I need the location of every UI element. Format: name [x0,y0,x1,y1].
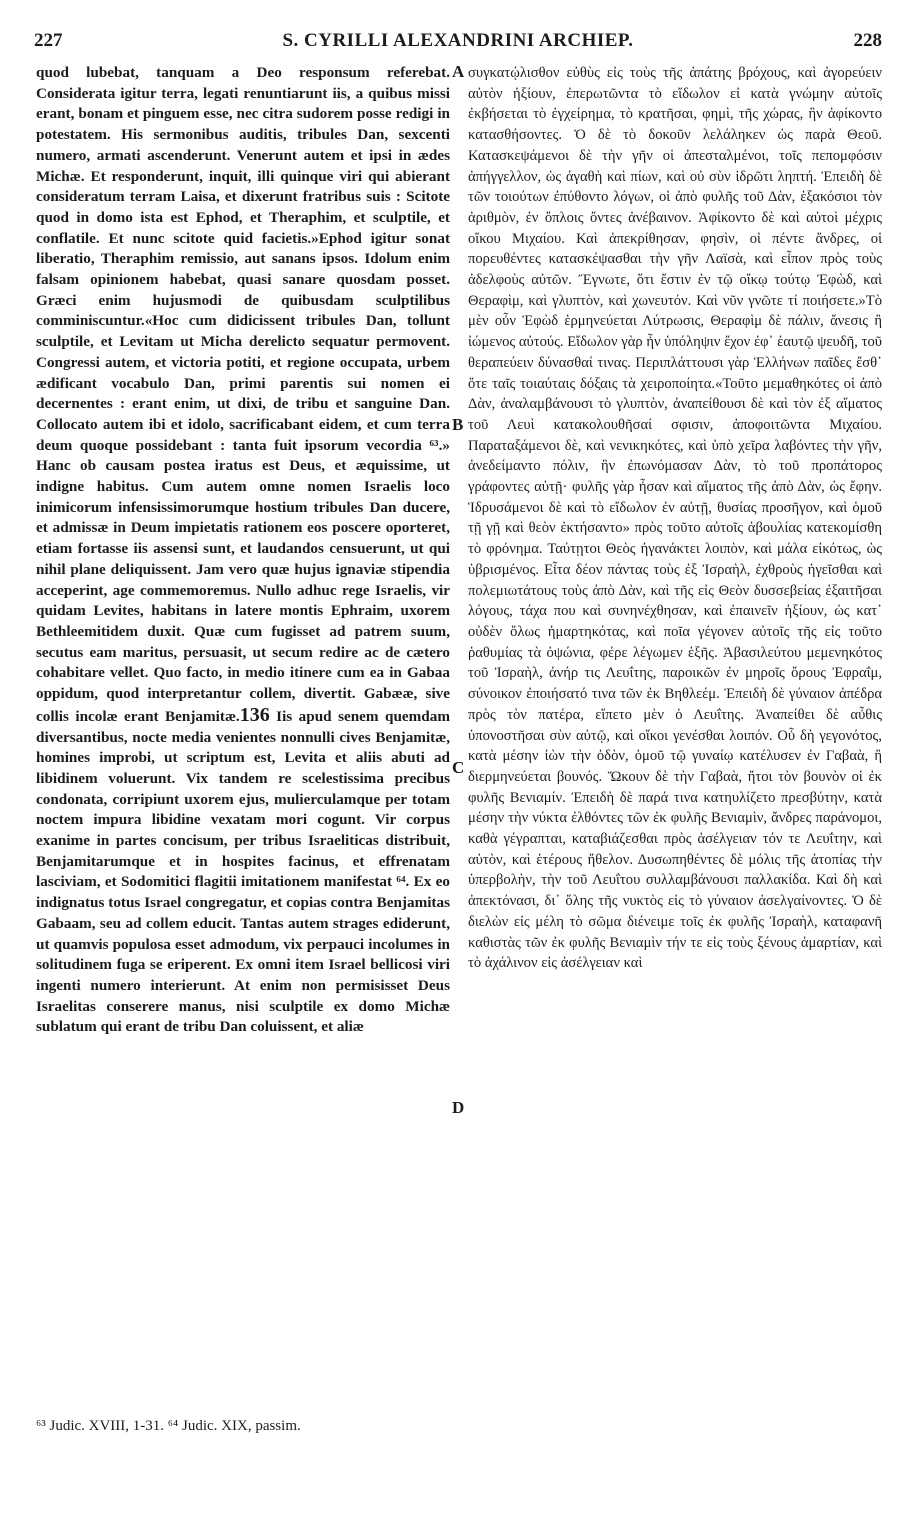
section-marker-a: A [452,62,465,81]
latin-column [36,63,450,1409]
latin-text-part2: Iis apud senem quemdam diversantibus, nocte media venientes nonnulli cives Benjamitæ, homines improbi, ut scriptum est, Levita et aliis abuti ad libidinem voluerunt. Vix tandem re scelestissima precibus condonata, corripiunt uxorem ejus, mulierculamque per totam noctem impura libidine vexatam mori cogunt. Vir corpus exanime in partes concisum, per tribus Israeliticas distribuit, Benjamitarumque et in hospites facinus, et effrenatam lasciviam, et Sodomitici flagitii imitationem manifestat ⁶⁴. Ex eo indignatus totus Israel congregatur, et copias contra Benjamitas Gabaam, seu ad collem educit. Tantas autem strages ediderunt, ut quamvis populosa esset admodum, vix perpauci incolumes in solitudinem fuga se eriperent. Ex omni item Israel bellicosi viri ingenti numero interierunt. At enim non permisisset Deus Israelitas conserere manus, nisi sculptile ex domo Michæ sublatum qui erant de tribu Dan coluissent, et aliæ [36,707,450,1036]
greek-text: συγκατῴλισθον εὐθὺς εἰς τοὺς τῆς ἀπάτης βρόχους, καὶ ἀγορεύειν αὐτὸν ἠξίουν, ἐπερωτῶντα τὸ εἴδωλον εἰ κατὰ γνώμην αὐτοῖς ἐκβήσεται τὸ ἐγχείρημα, τὸ κρατῆσαι, φημὶ, τῆς χώρας, ἣν ἀφίκοντο κατασθήσοντες. Ὁ δὲ τὸ δοκοῦν λελάληκεν ὡς παρὰ Θεοῦ. Κατασκεψάμενοι δὲ τὴν γῆν οἱ ἀπεσταλμένοι, τοῖς πεπομφόσιν ἀπήγγελλον, ὡς ἀγαθὴ καὶ πίων, καὶ οὐ σὺν ἱδρῶτι ληπτή. Ἐπειδὴ δὲ τῶν τοιούτων ἐπύθοντο λόγων, οἱ ἀπὸ φυλῆς τοῦ Δὰν, ἑξακόσιοι τὸν ἀριθμὸν, ἐν ὅπλοις ὄντες ἀνέβαινον. Ἀφίκοντο δὲ καὶ αὐτοὶ μέχρις οἴκου Μιχαίου. Καὶ ἀπεκρίθησαν, φησὶν, οἱ πέντε ἄνδρες, οἱ πορευθέντες κατασκέψασθαι τὴν γῆν Λαϊσὰ, καὶ εἶπον πρὸς τοὺς ἀδελφοὺς αὐτῶν. Ἔγνωτε, ὅτι ἔστιν ἐν τῷ οἴκῳ τούτῳ Ἐφὼδ, καὶ Θεραφὶμ, καὶ γλυπτὸν, καὶ χωνευτόν. Καὶ νῦν γνῶτε τί ποιήσετε.»Τὸ μὲν οὖν Ἐφὼδ ἑρμηνεύεται Λύτρωσις, Θεραφὶμ δὲ πάλιν, ἄνεσις ἢ ἰώμενος αὐτούς. Εἴδωλον γὰρ ἦν ὑπόληψιν ἔχον ἐφ᾽ ἑαυτῷ ψευδῆ, τοῦ θεραπεύειν δύνασθαί τινας. Περιπλάττουσι γὰρ Ἑλλήνων παῖδες ἔσθ᾽ ὅτε ταῖς τοιαύταις δόξαις τὰ χειροποίητα.«Τοῦτο μεμαθηκότες οἱ ἀπὸ Δὰν, ἀναλαμβάνουσι τὸ γλυπτὸν, ἀναπείθουσι δὲ καὶ τὸν ἐξ αἵματος τοῦ Λευὶ κατακολουθῆσαί σφισιν, ἀποφοιτῶντα Μιχαίου. Παραταξάμενοι δὲ, καὶ νενικηκότες, καὶ ὑπὸ χεῖρα λαβόντες τὴν γῆν, ἀνεδείμαντο πόλιν, ἣν ἐπωνόμασαν Δὰν, τὸ τοῦ προπάτορος γράφοντες αὐτῇ· φυλῆς γὰρ ἦσαν καὶ αἵματος τῆς ἀπὸ Δὰν, ὡς ἔφην. Ἱδρυσάμενοι δὲ καὶ τὸ εἴδωλον ἐν αὐτῇ, θυσίας προσῆγον, καὶ ὁμοῦ τῇ γῇ καὶ θεὸν ἐκτήσαντο» πρὸς τοῦτο αὐτοῖς ἀβουλίας κατεκομίσθη τὸ φρόνημα. Ταύτῃτοι Θεὸς ἠγανάκτει λοιπὸν, καὶ μάλα εἰκότως, ὡς ὑβρισμένος. Εἶτα δέον πάντας τοὺς ἐξ Ἰσραὴλ, ἐχθροὺς ἡγεῖσθαι καὶ πολεμιωτάτους τοὺς ἀπὸ Δὰν, καὶ τῆς εἰς Θεὸν δυσσεβείας ἐξαιτῆσαι λόγους, τάχα που καὶ συνηνέχθησαν, καὶ ἐπαινεῖν ἠξίουν, ὡς κατ᾽ οὐδὲν ὅλως ἡμαρτηκότας, καὶ ποῖα γέγονεν αὐτοῖς τῆς εἰς τοῦτο ῥαθυμίας τὰ ὀψώνια, φέρε λέγωμεν ἑξῆς. Ἀβασιλεύτου μεμενηκότος τοῦ Ἰσραὴλ, ἀνήρ τις Λευΐτης, παροικῶν ἐν μηροῖς ὄρους Ἐφραΐμ, σύνοικον ἐποιήσατό τινα τῶν ἐκ Βηθλεέμ. Ἐπειδὴ δὲ γύναιον ἀπέδρα πρὸς τὸν πατέρα, εἵπετο μὲν ὁ Λευΐτης. Ἀναπείθει δὲ αὖθις ὑπονοστῆσαι σὺν αὐτῷ, καὶ οἴκοι γενέσθαι λοιπόν. Οὗ δὴ γεγονότος, κατὰ μέσην ἰὼν τὴν ὁδὸν, ὁμοῦ τῷ γυναίῳ κατέλυσεν ἐν Γαβαὰ, ἢ διερμηνεύεται βουνός. Ὤκουν δὲ τὴν Γαβαὰ, ἤτοι τὸν βουνὸν οἱ ἐκ φυλῆς Βενιαμίν. Ἐπειδὴ δὲ παρά τινα κατηυλίζετο πρεσβύτην, κατὰ μέσην τὴν νύκτα ἐλθόντες τῶν ἐκ φυλῆς Βενιαμὶν, ἄνδρες παράνομοι, καθὰ γέγραπται, καταβιάζεσθαι πρὸς ἀσέλγειαν τόν τε Λευΐτην, καὶ αὐτὸν, καὶ ἑτέρους ἤθελον. Δυσωπηθέντες δὲ μόλις τῆς ἀτοπίας τὴν ὑπερβολὴν, τὴν τοῦ Λευΐτου συλλαμβάνουσι παλλακίδα. Καὶ δὴ καὶ ἀπεκτόνασι, δι᾽ ὅλης τῆς νυκτὸς εἰς τὸ γύναιον ἀσελγαίνοντες. Ὁ δὲ διελὼν εἰς μέλη τὸ σῶμα διένειμε τοῖς ἐκ φυλῆς Ἰσραὴλ, καταφανῆ καθιστὰς τῶν ἐκ φυλῆς Βενιαμὶν τήν τε εἰς τοὺς ξένους ἁμαρτίαν, καὶ τὸ ἀχάλινον εἰς ἀσέλγειαν καὶ [468,65,882,972]
page-header [34,30,882,58]
running-title: S. CYRILLI ALEXANDRINI ARCHIEP. [282,30,634,51]
greek-column [468,63,882,1409]
left-page-number: 227 [34,30,63,51]
right-page-number: 228 [853,30,882,51]
section-marker-b: B [452,415,464,434]
latin-text-part1: quod lubebat, tanquam a Deo responsum referebat. Considerata igitur terra, legati renuntiarunt iis, a quibus missi erant, bonam et pinguem esse, nec citra sudorem posse redigi in potestatem. His sermonibus auditis, tribules Dan, sexcenti numero, armati ascenderunt. Venerunt autem et ipsi in ædes Michæ. Et responderunt, inquit, illi quinque viri qui abierant consideratum terram Laisa, et dixerunt fratribus suis : Scitote quod in domo ista est Ephod, et Theraphim, et sculptile, et conflatile. Et nunc scitote quid facietis.»Ephod igitur sonat liberatio, Theraphim remissio, aut sanans ipsos. Idolum enim falsam opinionem habebat, quasi sanare quosdam posset. Græci enim hujusmodi de quibusdam sculptilibus comminiscuntur.«Hoc cum didicissent tribules Dan, tollunt sculptile, et Levitam ut Micha derelicto sequatur permovent. Congressi autem, et victoria potiti, et regione occupata, urbem ædificant vocabulo Dan, primi parentis sui nomen ei decernentes : erant enim, ut dixi, de tribu et sanguine Dan. Collocato autem ibi et idolo, sacrificabant eidem, et cum terra deum quoque possidebant : tanta fuit ipsorum vecordia ⁶³.» Hanc ob causam postea iratus est Deus, et æquissime, ut indigne habitus. Cum autem omne nomen Israelis loco inimicorum infensissimorumque hostium tribules Dan ducere, et admissæ in Deum impietatis rationem eos poscere oporteret, etiam fortasse iis assensi sunt, et laudandos censuerunt, ut qui nihil plane deliquissent. Jam vero quæ hujus ignaviæ stipendia acceperint, age commemoremus. Nullo adhuc rege Israelis, vir quidam Levites, habitans in latere montis Ephraim, uxorem Bethleemitidem duxit. Quæ cum fugisset ad patrem suum, secutus eam maritus, persuasit, ut secum redire ac de cætero cohabitare vellet. Quo facto, in medio itinere cum ea in Gabaa oppidum, quod interpretantur collem, divertit. Gabææ, sive collis incolæ erant Benjamitæ. [36,64,450,725]
margin-page-marker: 136 [239,703,270,726]
footnotes: ⁶³ Judic. XVIII, 1-31. ⁶⁴ Judic. XIX, passim. [36,1418,301,1434]
section-marker-c: C [452,758,465,777]
section-marker-d: D [452,1098,465,1117]
latin-text [36,63,450,1038]
